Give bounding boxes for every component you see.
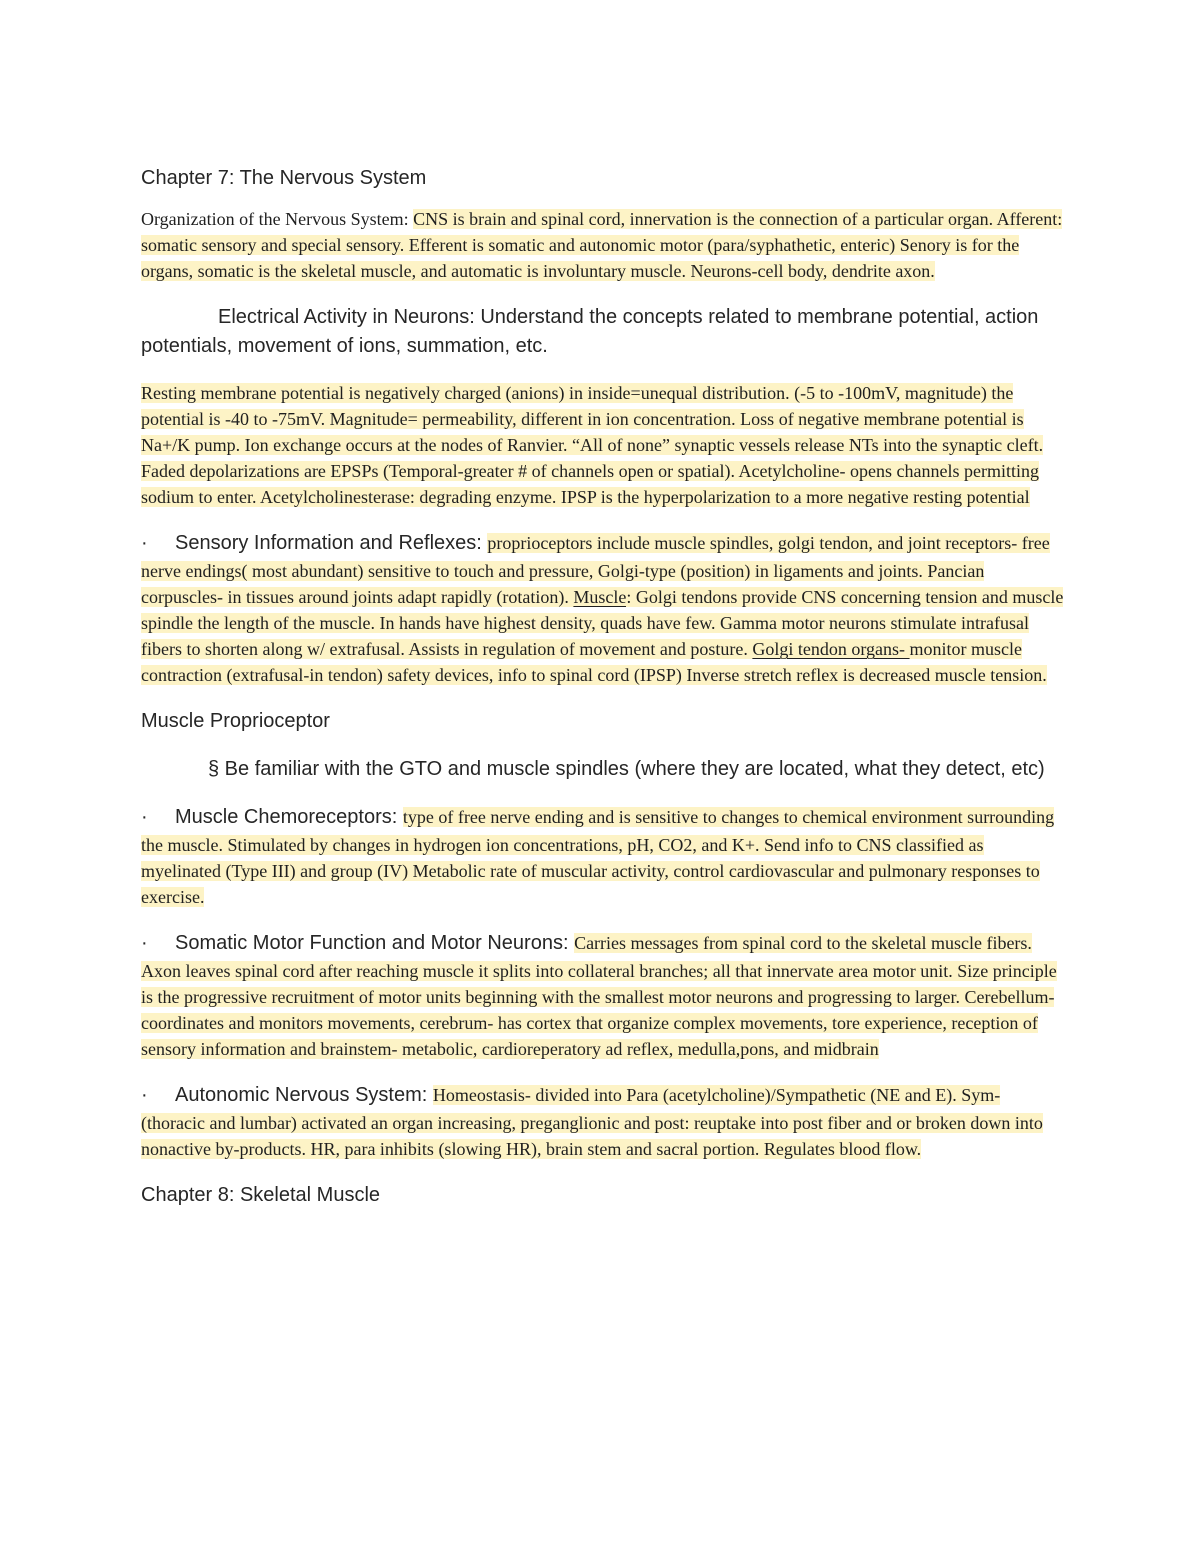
sensory-notes-1: proprioceptors include muscle spindles, golgi tendon, and joint receptors- free nerve endings( most abundant) sensitive to touch and pressure, Golgi-type (position) in ligaments and joints. Pancian corpuscles- in tissues around joints adapt rapidly (rotation).	[141, 533, 1050, 607]
gto-study-item: § Be familiar with the GTO and muscle spindles (where they are located, what they detect, etc)	[208, 758, 1045, 780]
chapter-8-title: Chapter 8: Skeletal Muscle	[141, 1184, 381, 1206]
electrical-activity-heading: Electrical Activity in Neurons: Understand the concepts related to membrane potential, action potentials, movement of ions, summation, etc.	[141, 306, 1039, 357]
sensory-paragraph	[141, 529, 1066, 688]
sensory-lead: Sensory Information and Reflexes:	[175, 532, 488, 554]
chapter-7-title: Chapter 7: The Nervous System	[141, 167, 427, 189]
chemoreceptors-lead: Muscle Chemoreceptors:	[175, 806, 403, 828]
somatic-motor-lead: Somatic Motor Function and Motor Neurons:	[175, 932, 575, 954]
autonomic-lead: Autonomic Nervous System:	[175, 1084, 433, 1106]
chemoreceptors-paragraph	[141, 803, 1066, 910]
golgi-tendon-organs-underlined: Golgi tendon organs-	[752, 639, 910, 659]
organization-lead: Organization of the Nervous System:	[141, 209, 414, 229]
muscle-underlined: Muscle	[573, 587, 627, 607]
muscle-proprioceptor-heading: Muscle Proprioceptor	[141, 710, 330, 732]
bullet-icon: ·	[141, 932, 148, 954]
chemoreceptors-notes: type of free nerve ending and is sensitive to changes to chemical environment surrounding the muscle. Stimulated by changes in hydrogen ion concentrations, pH, CO2, and K+. Send info to CNS classified as myelinated (Type III) and group (IV) Metabolic rate of muscular activity, control cardiovascular and pulmonary responses to exercise.	[141, 807, 1055, 907]
resting-potential-paragraph	[141, 380, 1066, 510]
somatic-motor-paragraph	[141, 929, 1066, 1062]
sensory-notes-2: : Golgi tendons provide CNS concerning tension and muscle spindle the length of the muscle. In hands have highest density, quads have few. Gamma motor neurons stimulate intrafusal fibers to shorten along w/ extrafusal. Assists in regulation of movement and posture.	[141, 587, 1064, 659]
bullet-icon: ·	[141, 532, 148, 554]
sensory-notes-3: monitor muscle contraction (extrafusal-in tendon) safety devices, info to spinal cord (IPSP) Inverse stretch reflex is decreased muscle tension.	[141, 639, 1047, 685]
autonomic-paragraph	[141, 1081, 1066, 1162]
organization-paragraph	[141, 206, 1066, 284]
somatic-motor-notes: Carries messages from spinal cord to the skeletal muscle fibers. Axon leaves spinal cord after reaching muscle it splits into collateral branches; all that innervate area motor unit. Size principle is the progressive recruitment of motor units beginning with the smallest motor neurons and progressing to larger. Cerebellum-coordinates and monitors movements, cerebrum- has cortex that organize complex movements, tore experience, reception of sensory information and brainstem- metabolic, cardioreperatory ad reflex, medulla,pons, and midbrain	[141, 933, 1057, 1059]
resting-potential-notes: Resting membrane potential is negatively charged (anions) in inside=unequal distribution. (-5 to -100mV, magnitude) the potential is -40 to -75mV. Magnitude= permeability, different in ion concentration. Loss of negative membrane potential is Na+/K pump. Ion exchange occurs at the nodes of Ranvier. “All of none” synaptic vessels release NTs into the synaptic cleft. Faded depolarizations are EPSPs (Temporal-greater # of channels open or spatial). Acetylcholine- opens channels permitting sodium to enter. Acetylcholinesterase: degrading enzyme. IPSP is the hyperpolarization to a more negative resting potential	[141, 383, 1044, 507]
bullet-icon: ·	[141, 806, 148, 828]
bullet-icon: ·	[141, 1084, 148, 1106]
autonomic-notes: Homeostasis- divided into Para (acetylcholine)/Sympathetic (NE and E). Sym- (thoracic and lumbar) activated an organ increasing, preganglionic and post: reuptake into post fiber and or broken down into nonactive by-products. HR, para inhibits (slowing HR), brain stem and sacral portion. Regulates blood flow.	[141, 1085, 1043, 1159]
document-body	[141, 164, 1066, 1210]
organization-notes: CNS is brain and spinal cord, innervation is the connection of a particular organ. Afferent: somatic sensory and special sensory. Efferent is somatic and autonomic motor (para/syphathetic, enteric) Senory is for the organs, somatic is the skeletal muscle, and automatic is involuntary muscle. Neurons-cell body, dendrite axon.	[141, 209, 1063, 281]
